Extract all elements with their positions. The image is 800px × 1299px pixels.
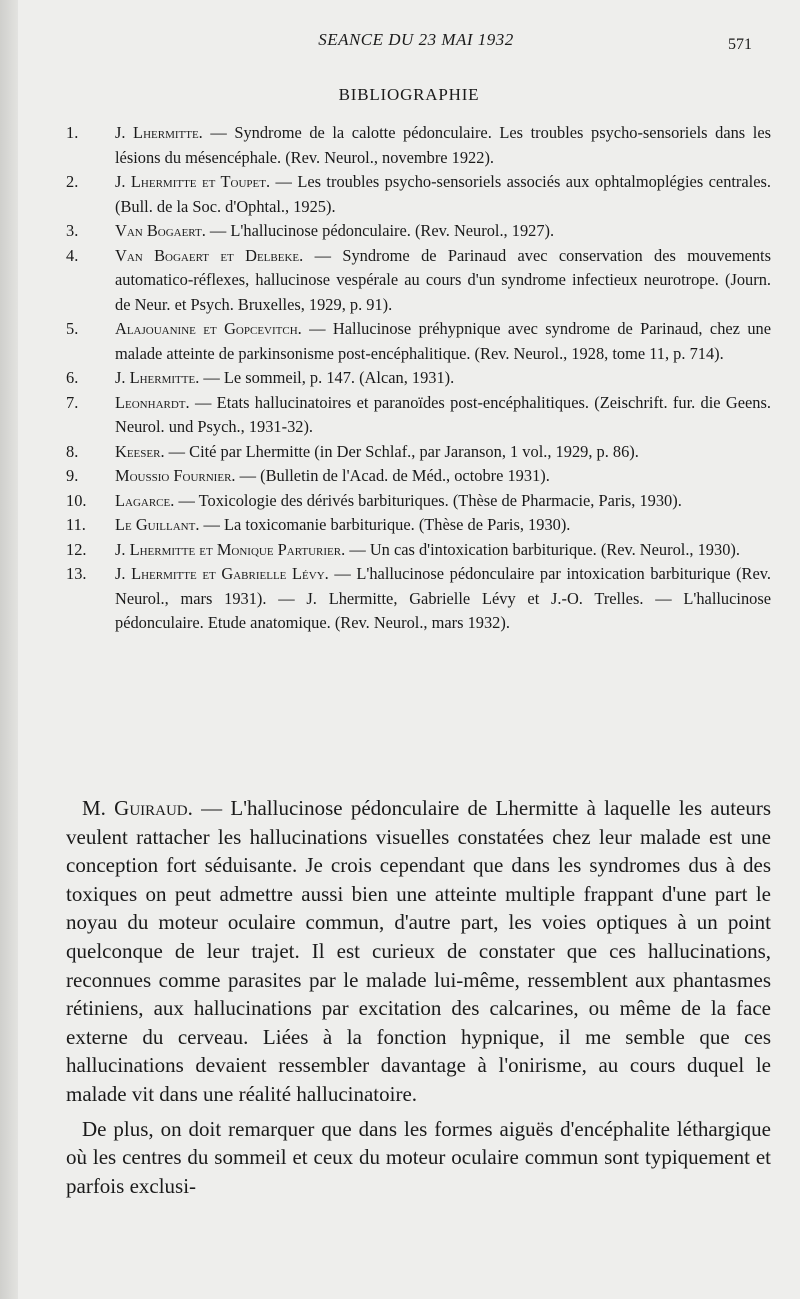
entry-authors: Moussio Fournier. (115, 466, 236, 485)
entry-authors: Van Bogaert et Delbeke. (115, 245, 304, 265)
bibliography-entry (66, 489, 771, 514)
entry-number: 9. (66, 466, 79, 485)
entry-authors: Alajouanine et Gopcevitch. (115, 319, 302, 338)
entry-number: 10. (66, 490, 87, 510)
entry-number: 5. (66, 319, 79, 338)
entry-authors: Leonhardt. (115, 392, 190, 412)
scanned-page (18, 0, 800, 1299)
bibliography-entry (66, 513, 771, 538)
entry-text: — Syndrome de la calotte pédonculaire. Les troubles psycho-sensoriels dans les lésions du mésencéphale. (Rev. Neurol., novembre 1922). (115, 123, 771, 167)
entry-number: 8. (66, 441, 79, 461)
entry-authors: J. Lhermitte et Toupet. (115, 172, 271, 191)
bibliography-entry (66, 317, 771, 366)
bibliography-entry (66, 170, 771, 219)
speaker-name: M. Guiraud. (82, 796, 193, 820)
entry-number: 11. (66, 515, 86, 534)
entry-text: — Syndrome de Parinaud avec conservation des mouvements automatico-réflexes, hallucinose vespérale au cours d'un syndrome infectieux neurotrope. (Journ. de Neur. et Psych. Bruxelles, 1929, p. 91). (115, 245, 771, 314)
entry-number: 2. (66, 172, 79, 191)
bibliography-entry (66, 440, 771, 465)
entry-authors: Lagarce. (115, 490, 175, 510)
discussion-text (66, 794, 771, 1200)
bibliography-entry (66, 366, 771, 391)
entry-text: — Toxicologie des dérivés barbituriques. (Thèse de Pharmacie, Paris, 1930). (178, 490, 682, 510)
entry-text: — Cité par Lhermitte (in Der Schlaf., par Jaranson, 1 vol., 1929, p. 86). (168, 441, 639, 461)
page-gutter-shadow (0, 0, 18, 1299)
entry-authors: J. Lhermitte et Monique Parturier. (115, 539, 346, 559)
entry-number: 1. (66, 123, 79, 142)
entry-number: 13. (66, 564, 87, 583)
running-title: SEANCE DU 23 MAI 1932 (318, 30, 514, 49)
bibliography-entry (66, 538, 771, 563)
entry-authors: J. Lhermitte. (115, 368, 200, 387)
bibliography-entry (66, 562, 771, 636)
entry-number: 6. (66, 368, 79, 387)
bibliography-entry (66, 391, 771, 440)
entry-authors: Le Guillant. (115, 515, 200, 534)
paragraph-text: — L'hallucinose pédonculaire de Lhermitte à laquelle les auteurs veulent rattacher les hallucinations visuelles constatées chez leur malade est une conception fort séduisante. Je crois cependant que dans les syndromes dus à des toxiques on peut admettre aussi bien une atteinte multiple frappant d'une part le noyau du moteur oculaire commun, d'autre part, les voies optiques à un point quelconque de leur trajet. Il est curieux de constater que ces hallucinations, reconnues comme parasites par le malade lui-même, ressemblent aux phantasmes rétiniens, aux hallucinations par excitation des calcarines, ou même de la face externe du cerveau. Liées à la fonction hypnique, il me semble que ces hallucinations devaient ressembler davantage à l'onirisme, au cours duquel le malade vit dans une réalité hallucinatoire. (66, 796, 772, 1106)
entry-text: — (Bulletin de l'Acad. de Méd., octobre 1931). (239, 466, 550, 485)
bibliography-list (66, 121, 771, 636)
entry-number: 12. (66, 539, 87, 559)
entry-authors: Keeser. (115, 441, 165, 461)
bibliography-entry (66, 121, 771, 170)
page-number: 571 (728, 36, 752, 53)
entry-text: — Le sommeil, p. 147. (Alcan, 1931). (203, 368, 455, 387)
entry-text: — Un cas d'intoxication barbiturique. (Rev. Neurol., 1930). (349, 539, 740, 559)
entry-text: — Hallucinose préhypnique avec syndrome de Parinaud, chez une malade atteinte de parkinsonisme post-encéphalitique. (Rev. Neurol., 1928, tome 11, p. 714). (115, 319, 771, 363)
entry-number: 7. (66, 392, 79, 412)
entry-text: — L'hallucinose pédonculaire. (Rev. Neurol., 1927). (209, 221, 555, 240)
discussion-paragraph: De plus, on doit remarquer que dans les formes aiguës d'encéphalite léthargique où les centres du sommeil et ceux du moteur oculaire commun sont typiquement et parfois exclusi- (66, 1116, 771, 1198)
discussion-paragraph (66, 794, 771, 1109)
bibliography-entry (66, 244, 771, 318)
entry-text: — L'hallucinose pédonculaire par intoxication barbiturique (Rev. Neurol., mars 1931). — J. Lhermitte, Gabrielle Lévy et J.-O. Trelles. — L'hallucinose pédonculaire. Etude anatomique. (Rev. Neurol., mars 1932). (115, 564, 771, 632)
bibliography-heading: BIBLIOGRAPHIE (338, 85, 480, 104)
entry-text: — Etats hallucinatoires et paranoïdes post-encéphalitiques. (Zeischrift. fur. die Geens. Neurol. und Psych., 1931-32). (115, 392, 771, 436)
entry-authors: J. Lhermitte. (115, 123, 203, 142)
entry-text: — Les troubles psycho-sensoriels associés aux ophtalmoplégies centrales. (Bull. de la Soc. d'Ophtal., 1925). (115, 172, 771, 216)
entry-number: 4. (66, 245, 79, 265)
bibliography-entry (66, 219, 771, 244)
entry-text: — La toxicomanie barbiturique. (Thèse de Paris, 1930). (203, 515, 571, 534)
entry-number: 3. (66, 221, 79, 240)
bibliography-entry (66, 464, 771, 489)
entry-authors: J. Lhermitte et Gabrielle Lévy. (115, 564, 329, 583)
entry-authors: Van Bogaert. (115, 221, 206, 240)
